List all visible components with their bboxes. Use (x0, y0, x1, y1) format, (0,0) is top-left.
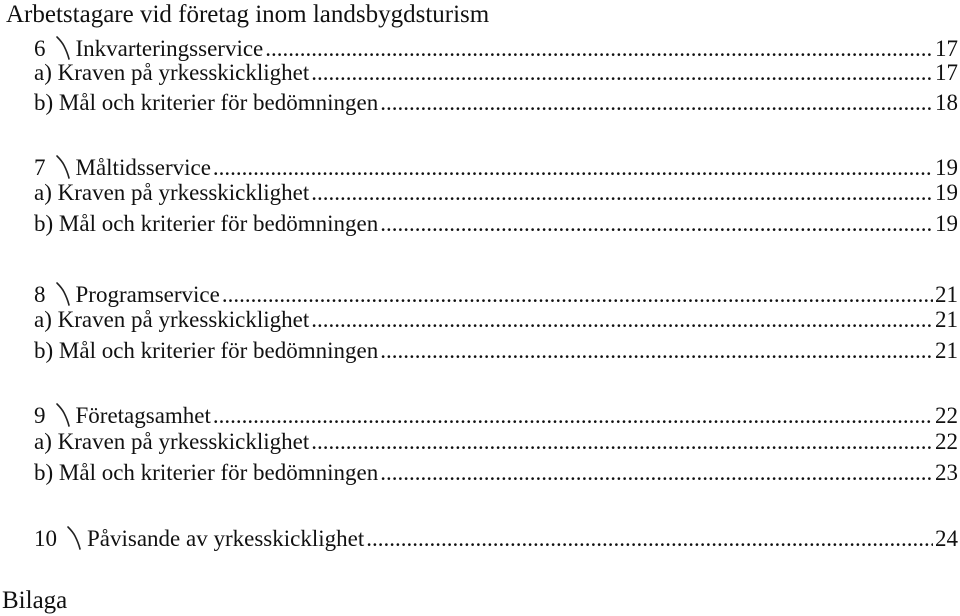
page-number: 19 (935, 155, 958, 180)
page-number: 23 (935, 460, 958, 485)
dot-leader (311, 428, 933, 456)
slash-divider-icon (52, 281, 74, 307)
subsection-title: b) Mål och kriterier för bedömningen (34, 211, 379, 236)
toc-subsection[interactable] (34, 210, 960, 238)
appendix-label: Bilaga (2, 587, 68, 614)
dot-leader (366, 525, 933, 553)
section-number: 6 (34, 36, 46, 61)
slash-divider-icon (52, 402, 74, 428)
page-number: 22 (935, 403, 958, 428)
dot-leader (380, 459, 933, 487)
page-number: 22 (935, 429, 958, 454)
toc-subsection[interactable] (34, 89, 960, 117)
section-number: 7 (34, 155, 46, 180)
dot-leader (311, 306, 933, 334)
section-title: Måltidsservice (75, 155, 211, 180)
dot-leader (213, 402, 933, 430)
toc-subsection[interactable] (34, 306, 960, 334)
page-number: 19 (935, 211, 958, 236)
toc-section-6[interactable] (34, 30, 960, 61)
section-title: Inkvarteringsservice (75, 36, 264, 61)
subsection-title: b) Mål och kriterier för bedömningen (34, 460, 379, 485)
toc-subsection[interactable] (34, 337, 960, 365)
page-number: 17 (935, 60, 958, 85)
section-title: Företagsamhet (75, 403, 211, 428)
dot-leader (222, 281, 933, 309)
dot-leader (380, 210, 933, 238)
toc-section-9[interactable] (34, 397, 960, 428)
toc-heading: Arbetstagare vid företag inom landsbygdsturism (6, 1, 490, 28)
subsection-title: b) Mål och kriterier för bedömningen (34, 90, 379, 115)
dot-leader (311, 179, 933, 207)
toc-subsection[interactable] (34, 459, 960, 487)
page-number: 24 (935, 526, 958, 551)
toc-subsection[interactable] (34, 59, 960, 87)
page-number: 17 (935, 36, 958, 61)
page-number: 21 (935, 282, 958, 307)
section-number: 10 (34, 526, 57, 551)
section-number: 9 (34, 403, 46, 428)
slash-divider-icon (52, 154, 74, 180)
dot-leader (311, 59, 933, 87)
page-number: 19 (935, 180, 958, 205)
toc-section-7[interactable] (34, 149, 960, 180)
dot-leader (380, 337, 933, 365)
page-number: 21 (935, 338, 958, 363)
subsection-title: b) Mål och kriterier för bedömningen (34, 338, 379, 363)
toc-subsection[interactable] (34, 179, 960, 207)
slash-divider-icon (52, 35, 74, 61)
subsection-title: a) Kraven på yrkesskicklighet (34, 307, 310, 332)
subsection-title: a) Kraven på yrkesskicklighet (34, 60, 310, 85)
subsection-title: a) Kraven på yrkesskicklighet (34, 180, 310, 205)
section-number: 8 (34, 282, 46, 307)
page-number: 21 (935, 307, 958, 332)
toc-section-8[interactable] (34, 276, 960, 307)
dot-leader (380, 89, 933, 117)
page-number: 18 (935, 90, 958, 115)
slash-divider-icon (63, 525, 85, 551)
section-title: Programservice (75, 282, 220, 307)
subsection-title: a) Kraven på yrkesskicklighet (34, 429, 310, 454)
toc-section-10[interactable] (34, 520, 960, 551)
section-title: Påvisande av yrkesskicklighet (87, 526, 365, 551)
dot-leader (213, 154, 933, 182)
toc-subsection[interactable] (34, 428, 960, 456)
